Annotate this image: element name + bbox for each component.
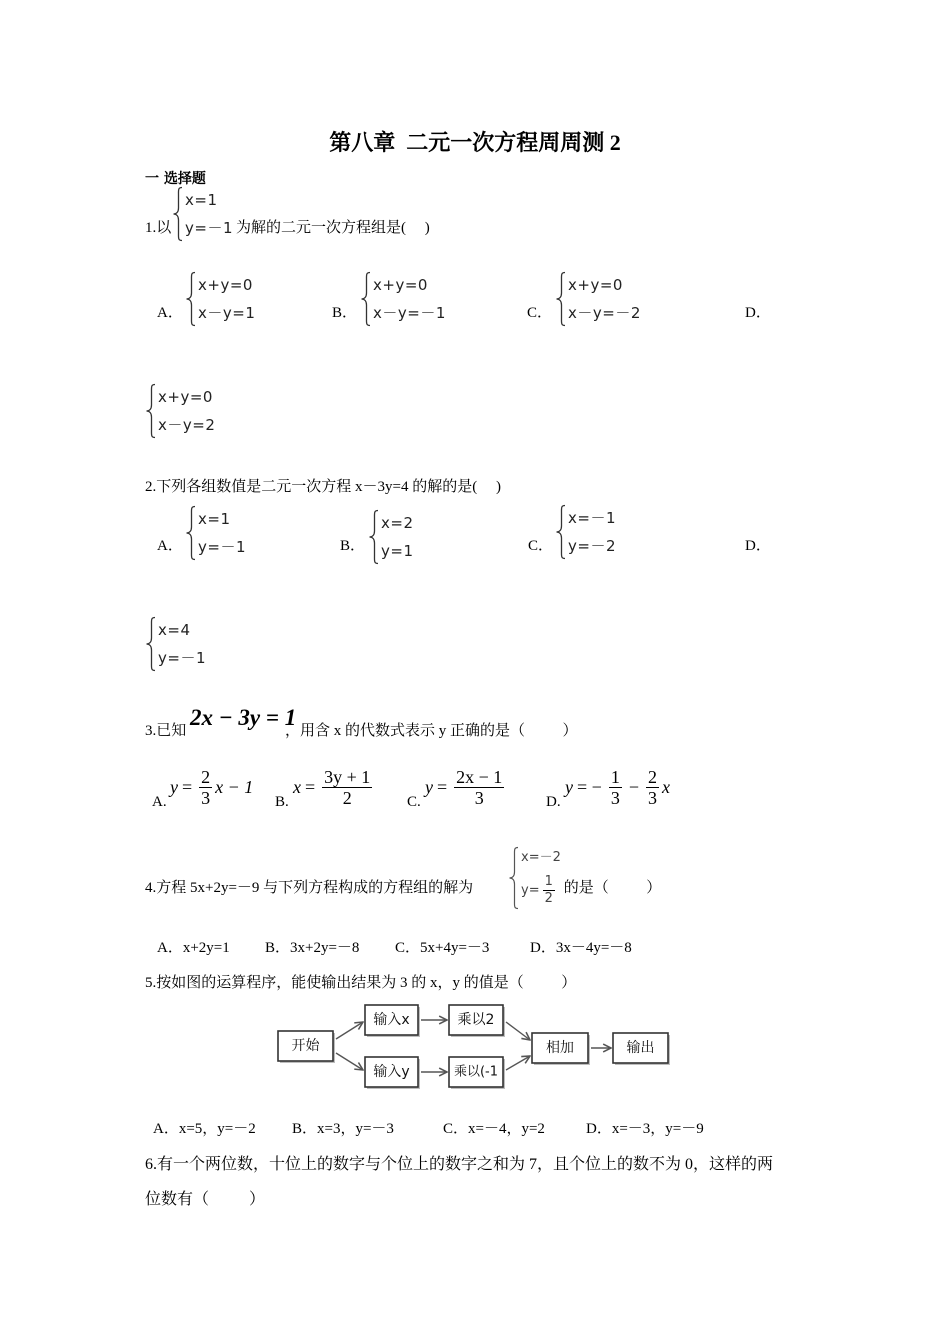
q4-option-d: D．3x－4y=－8	[530, 940, 632, 956]
q1-prefix: 1.以	[145, 220, 172, 236]
equation-line	[521, 870, 561, 910]
flow-label: 开始	[291, 1038, 320, 1054]
flow-label: 输出	[626, 1040, 655, 1056]
equation-line: y=－1	[158, 649, 206, 667]
q2-option-c-label: C．	[528, 538, 554, 554]
brace-icon	[172, 186, 184, 242]
fraction	[646, 767, 659, 808]
equation-line: x=－1	[568, 509, 616, 527]
fraction	[609, 767, 622, 808]
flow-label: 乘以(-1	[453, 1064, 499, 1080]
brace-icon	[360, 271, 372, 327]
numerator: 2	[647, 766, 657, 787]
equation-line: x=2	[381, 514, 414, 532]
q1-option-d-label: D．	[745, 305, 771, 321]
numerator: 3y + 1	[324, 766, 371, 787]
numerator: 2x − 1	[456, 766, 503, 787]
numerator: 2	[201, 766, 211, 787]
brace-icon	[555, 271, 567, 327]
equation-line: x－y=1	[198, 304, 256, 322]
equation-line: y=－1	[198, 538, 246, 556]
q6-stem-line-1: 6.有一个两位数，十位上的数字与个位上的数字之和为 7，且个位上的数不为 0，这样的两	[145, 1156, 774, 1173]
fraction	[199, 767, 212, 808]
brace-icon	[368, 509, 380, 565]
math-operator: =	[305, 776, 316, 797]
fraction	[543, 874, 555, 907]
denominator: 2	[544, 890, 553, 906]
equation-line: x+y=0	[158, 388, 213, 406]
equation-line: y=－1	[185, 219, 233, 237]
q1-option-b-system	[360, 271, 446, 327]
q1-option-a-label: A．	[157, 305, 183, 321]
math-variable: y	[170, 776, 178, 797]
denominator: 3	[201, 787, 211, 808]
fraction	[322, 767, 372, 808]
q5-option-c: C．x=－4，y=2	[443, 1121, 545, 1137]
q2-option-a-label: A．	[157, 538, 183, 554]
brace-icon	[508, 846, 520, 910]
q3-suffix: ，用含 x 的代数式表示 y 正确的是（ ）	[285, 723, 578, 739]
flow-arrow	[506, 1022, 530, 1040]
q5-option-b: B．x=3，y=－3	[292, 1121, 394, 1137]
math-variable: y	[425, 776, 433, 797]
q2-option-b-label: B．	[340, 538, 366, 554]
q4-prefix: 4.方程 5x+2y=－9 与下列方程构成的方程组的解为	[145, 880, 474, 896]
q3-option-d-label: D.	[546, 794, 561, 810]
q3-option-c-label: C.	[407, 794, 421, 810]
flow-label: 相加	[546, 1040, 574, 1056]
flow-box-times-neg1	[449, 1057, 505, 1089]
numerator: 1	[544, 873, 553, 889]
q2-stem: 2.下列各组数值是二元一次方程 x－3y=4 的解的是( )	[145, 479, 501, 495]
q4-option-c: C．5x+4y=－3	[395, 940, 490, 956]
math-variable: y	[565, 776, 573, 797]
math-operator: = −	[577, 776, 602, 797]
flow-arrow	[336, 1053, 363, 1070]
math-variable: x	[293, 776, 301, 797]
flow-box-times-2	[449, 1005, 505, 1037]
fraction	[454, 767, 504, 808]
section-heading: 一 选择题	[145, 171, 206, 187]
denominator: 2	[342, 787, 352, 808]
page-title: 第八章 二元一次方程周周测 2	[329, 130, 621, 155]
equation-line: x=－2	[521, 850, 561, 865]
brace-icon	[555, 504, 567, 560]
flow-box-start	[278, 1031, 335, 1063]
q6-stem-line-2: 位数有（ ）	[145, 1191, 266, 1208]
q1-suffix: 为解的二元一次方程组是( )	[236, 220, 430, 236]
equation-line: x－y=－1	[373, 304, 446, 322]
q3-option-d-formula	[565, 766, 670, 808]
q3-prefix: 3.已知	[145, 723, 187, 739]
q4-option-a: A．x+2y=1	[157, 940, 230, 956]
flow-box-output	[613, 1033, 670, 1065]
equation-line: x=1	[185, 191, 218, 209]
math-operator: −	[628, 776, 639, 797]
q3-given-equation: 2x − 3y = 1	[190, 705, 297, 730]
q3-option-a-formula	[170, 766, 253, 808]
q2-option-b-system	[368, 509, 414, 565]
q3-option-c-formula	[425, 766, 507, 808]
equation-line: x+y=0	[373, 276, 428, 294]
q4-suffix: 的是（ ）	[560, 880, 662, 896]
flow-label: 输入y	[373, 1064, 410, 1080]
q3-option-b-formula	[293, 766, 375, 808]
math-operator: =	[437, 776, 448, 797]
brace-icon	[185, 505, 197, 561]
math-variable: x	[661, 776, 670, 797]
q4-option-b: B．3x+2y=－8	[265, 940, 360, 956]
equation-line: y=－2	[568, 537, 616, 555]
q5-option-a: A．x=5，y=－2	[153, 1121, 256, 1137]
equation-line: x+y=0	[568, 276, 623, 294]
equation-line: x－y=2	[158, 416, 216, 434]
q1-option-b-label: B．	[332, 305, 358, 321]
q3-option-a-label: A.	[152, 794, 167, 810]
math-operator: =	[182, 776, 193, 797]
equation-line: x=1	[198, 510, 231, 528]
q1-option-d-system	[145, 383, 215, 439]
q2-option-a-system	[185, 505, 246, 561]
q2-option-d-label: D．	[745, 538, 771, 554]
numerator: 1	[610, 766, 620, 787]
q4-solution-system	[508, 846, 561, 910]
brace-icon	[145, 383, 157, 439]
q5-option-d: D．x=－3，y=－9	[586, 1121, 704, 1137]
q1-option-c-system	[555, 271, 641, 327]
flow-box-input-y	[365, 1057, 420, 1089]
q2-option-d-system	[145, 616, 206, 672]
q1-option-a-system	[185, 271, 255, 327]
denominator: 3	[474, 787, 484, 808]
flow-label: 输入x	[373, 1012, 410, 1028]
q3-option-b-label: B.	[275, 794, 289, 810]
denominator: 3	[610, 787, 620, 808]
flow-arrow	[336, 1022, 363, 1039]
flow-box-add	[532, 1033, 590, 1065]
operation-flowchart	[270, 995, 680, 1095]
flow-label: 乘以2	[457, 1012, 495, 1028]
q1-given-system	[172, 186, 233, 242]
math-term: y=	[521, 882, 540, 898]
equation-line: x－y=－2	[568, 304, 641, 322]
equation-line: y=1	[381, 542, 414, 560]
flow-arrow	[506, 1056, 530, 1070]
brace-icon	[185, 271, 197, 327]
equation-line: x=4	[158, 621, 191, 639]
q1-option-c-label: C．	[527, 305, 553, 321]
equation-line: x+y=0	[198, 276, 253, 294]
denominator: 3	[647, 787, 657, 808]
math-term: x − 1	[215, 776, 254, 797]
q5-stem: 5.按如图的运算程序，能使输出结果为 3 的 x，y 的值是（ ）	[145, 975, 577, 991]
flow-box-input-x	[365, 1005, 420, 1037]
brace-icon	[145, 616, 157, 672]
q2-option-c-system	[555, 504, 616, 560]
